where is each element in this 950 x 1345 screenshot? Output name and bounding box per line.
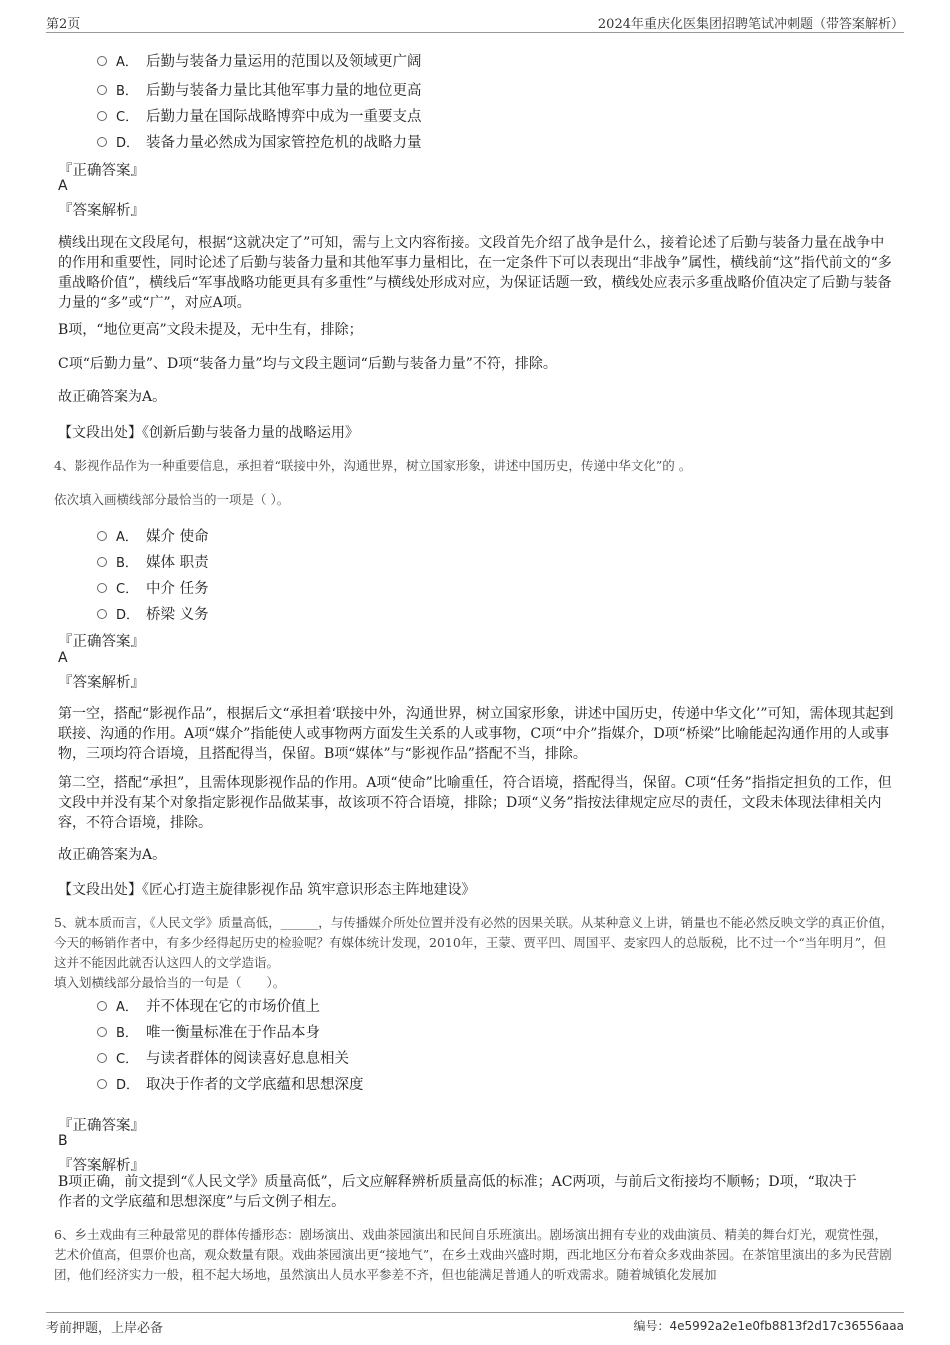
q5-answer: B [58,1133,68,1149]
q6-question: 6、乡土戏曲有三种最常见的群体传播形态：剧场演出、戏曲茶园演出和民间自乐班演出。剧场演出拥有专业的戏曲演员、精美的舞台灯光，观赏性强，艺术价值高，但票价也高，观众数量有限。戏曲茶园演出更“接地气”，在乡土戏曲兴盛时期，西北地区分布着众多戏曲茶园。在茶馆里演出的多为民营剧团，他们经济实力一般，租不起大场地，虽然演出人员水平参差不齐，但也能满足普通人的听戏需求。随着城镇化发展加 [54,1227,892,1282]
q4-source: 【文段出处】《匠心打造主旋律影视作品 筑牢意识形态主阵地建设》 [58,882,476,898]
q3-analysis-p1: 横线出现在文段尾句，根据“这就决定了”可知，需与上文内容衔接。文段首先介绍了战争是什么，接着论述了后勤与装备力量在战争中的作用和重要性，同时论述了后勤与装备力量和其他军事力量相比，在一定条件下可以表现出“非战争”属性，横线前“这”指代前文的“多重战略价值”，横线后“军事战略功能更具有多重性”与横线处形成对应，为保证话题一致，横线处应表示多重战略价值决定了后勤与装备力量的“多”或“广”，对应A项。 [58,235,892,311]
footer-slogan: 考前押题，上岸必备 [46,1321,164,1336]
radio-icon[interactable] [97,531,107,541]
page-footer [46,1312,904,1337]
q4-analysis-p3: 故正确答案为A。 [58,847,167,863]
q4-answer: A [58,650,68,666]
q5-option-b[interactable]: B． 唯一衡量标准在于作品本身 [97,1021,320,1042]
q4-analysis-label: 『答案解析』 [58,675,145,691]
q3-option-d[interactable]: D． 装备力量必然成为国家管控危机的战略力量 [97,131,422,152]
document-id: 编号：4e5992a2e1e0fb8813f2d17c36556aaa [633,1319,904,1333]
q4-question: 4、影视作品作为一种重要信息，承担着“联接中外，沟通世界，树立国家形象，讲述中国历史，传递中华文化”的 。 [54,458,692,473]
q5-option-c[interactable]: C． 与读者群体的阅读喜好息息相关 [97,1047,349,1068]
q4-option-b[interactable]: B． 媒体 职责 [97,551,209,572]
q5-instruction: 填入划横线部分最恰当的一句是（ ）。 [54,975,286,990]
q4-option-a[interactable]: A． 媒介 使命 [97,525,209,546]
document-title: 2024年重庆化医集团招聘笔试冲刺题（带答案解析） [597,17,904,32]
q4-instruction: 依次填入画横线部分最恰当的一项是（ ）。 [54,492,290,507]
radio-icon[interactable] [97,583,107,593]
q4-option-d[interactable]: D． 桥梁 义务 [97,603,209,624]
q3-analysis-p2: B项，“地位更高”文段未提及，无中生有，排除； [58,322,363,338]
q3-option-c[interactable]: C． 后勤力量在国际战略博弈中成为一重要支点 [97,105,422,126]
q4-answer-label: 『正确答案』 [58,634,145,650]
radio-icon[interactable] [97,609,107,619]
radio-icon[interactable] [97,1079,107,1089]
page-header [46,10,904,33]
q5-analysis: B项正确，前文提到“《人民文学》质量高低”，后文应解释辨析质量高低的标准；AC两项，与前后文衔接均不顺畅；D项，“取决于作者的文学底蕴和思想深度”与后文例子相左。 [58,1174,857,1210]
page-number: 第2页 [46,17,81,32]
radio-icon[interactable] [97,1001,107,1011]
q3-option-b[interactable]: B． 后勤与装备力量比其他军事力量的地位更高 [97,79,422,100]
q5-analysis-label: 『答案解析』 [58,1158,145,1174]
q4-analysis-p2: 第二空，搭配“承担”，且需体现影视作品的作用。A项“使命”比喻重任，符合语境，搭配得当，保留。C项“任务”指指定担负的工作，但文段中并没有某个对象指定影视作品做某事，故该项不符合语境，排除；D项“义务”指按法律规定应尽的责任，文段未体现法律相关内容，不符合语境，排除。 [58,775,892,831]
q5-option-d[interactable]: D． 取决于作者的文学底蕴和思想深度 [97,1073,364,1094]
q5-answer-label: 『正确答案』 [58,1118,145,1134]
q3-answer: A [58,178,68,194]
q5-question: 5、就本质而言，《人民文学》质量高低，______，与传播媒介所处位置并没有必然的因果关联。从某种意义上讲，销量也不能必然反映文学的真正价值，今天的畅销作者中，有多少经得起历史的检验呢？有媒体统计发现，2010年，王蒙、贾平凹、周国平、麦家四人的总版税，比不过一个“当年明月”，但这并不能因此就否认这四人的文学造诣。 [54,915,894,970]
q3-analysis-label: 『答案解析』 [58,203,145,219]
radio-icon[interactable] [97,85,107,95]
q5-option-a[interactable]: A． 并不体现在它的市场价值上 [97,995,320,1016]
q3-analysis-p4: 故正确答案为A。 [58,389,167,405]
radio-icon[interactable] [97,137,107,147]
radio-icon[interactable] [97,557,107,567]
q3-analysis-p3: C项“后勤力量”、D项“装备力量”均与文段主题词“后勤与装备力量”不符，排除。 [58,356,557,372]
radio-icon[interactable] [97,1053,107,1063]
q3-option-a[interactable]: A． 后勤与装备力量运用的范围以及领域更广阔 [97,50,422,71]
radio-icon[interactable] [97,111,107,121]
q4-option-c[interactable]: C． 中介 任务 [97,577,209,598]
radio-icon[interactable] [97,1027,107,1037]
q3-answer-label: 『正确答案』 [58,163,145,179]
radio-icon[interactable] [97,56,107,66]
q3-source: 【文段出处】《创新后勤与装备力量的战略运用》 [58,425,359,441]
q4-analysis-p1: 第一空，搭配“影视作品”，根据后文“承担着‘联接中外，沟通世界，树立国家形象，讲述中国历史，传递中华文化’”可知，需体现其起到联接、沟通的作用。A项“媒介”指能使人或事物两方面发生关系的人或事物，C项“中介”指媒介，D项“桥梁”比喻能起沟通作用的人或事物，三项均符合语境，且搭配得当，保留。B项“媒体”与“影视作品”搭配不当，排除。 [58,706,894,762]
